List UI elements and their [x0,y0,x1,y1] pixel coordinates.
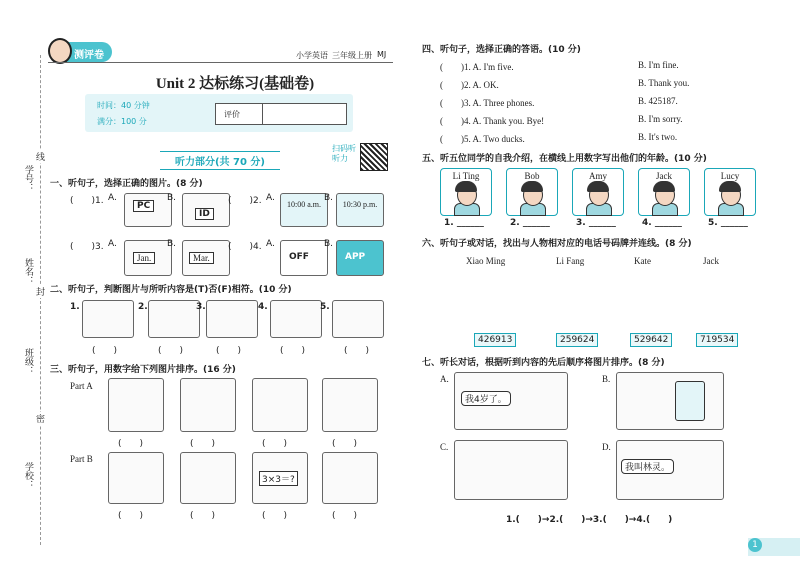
q1-pic-clock-am: 10:00 a.m. [280,193,328,227]
margin-school: 学校： [23,462,33,489]
q5-card-lucy: Lucy [704,168,756,216]
q3a-pic1 [108,378,164,432]
q5-card-amy: Amy [572,168,624,216]
q7-bubble-d: 我叫林灵。 [621,459,674,474]
q1-pic-id: ID [182,193,230,227]
q1-item2-b: B. [324,193,334,203]
q1-item2-a: A. [266,193,275,203]
q6-title: 六、听句子或对话，找出与人物相对应的电话号码牌并连线。(8 分) [422,239,692,249]
q5-card-liting: Li Ting [440,168,492,216]
q2-pic-bananas [206,300,258,338]
q3a-pic3 [252,378,308,432]
q3b-pic2 [180,452,236,504]
q1-item4-b: B. [324,239,334,249]
q5-card-bob: Bob [506,168,558,216]
q1-item1-num: 1. [95,196,104,206]
qr-code-icon[interactable] [360,143,388,171]
q7-letter-d: D. [602,442,611,452]
q1-item1-a: A. [108,193,117,203]
q2-pic-noodles [148,300,200,338]
page-title: Unit 2 达标练习(基础卷) [155,76,315,92]
q4-num5: 5. [464,134,471,144]
q1-item3-num: 3. [95,242,104,252]
q7-title: 七、听长对话，根据听到内容的先后顺序将图片排序。(8 分) [422,358,665,368]
q7-pic-c [454,440,568,500]
q6-phone1[interactable]: 426913 [474,333,516,347]
q4-title: 四、听句子，选择正确的答语。(10 分) [422,45,581,55]
eval-label: 评价 [224,110,240,119]
q4-num2: 2. [464,80,471,90]
q7-letter-c: C. [440,442,449,452]
q3b-pic1 [108,452,164,504]
page-number: 1 [748,538,762,552]
q1-pic-pc: PC [124,193,172,227]
q3b-pic3 [252,452,308,504]
subject: 小学英语 [296,51,328,60]
q5-title: 五、听五位同学的自我介绍，在横线上用数字写出他们的年龄。(10 分) [422,154,707,164]
q6-phone4[interactable]: 719534 [696,333,738,347]
q7-letter-b: B. [602,374,611,384]
q7-letter-a: A. [440,374,449,384]
q1-pic-jan: Jan. [124,240,172,276]
q3b-pic4 [322,452,378,504]
q1-pic-clock-pm: 10:30 p.m. [336,193,384,227]
listening-heading: 听力部分(共 70 分) [160,151,280,170]
q5-num3: 3. [576,218,586,228]
q1-pic-app: APP [336,240,384,276]
q2-num5: 5. [320,302,330,312]
mascot-icon [48,38,72,64]
eval-divider [262,104,263,124]
margin-name: 姓名： [23,258,33,285]
q2-num2: 2. [138,302,148,312]
q4-a4: A. Thank you. Bye! [472,116,545,126]
q3a-pic4 [322,378,378,432]
q6-name4: Jack [703,256,719,266]
margin-class: 班级： [23,348,33,375]
score-label: 满分：100 分 [97,117,147,126]
q5-num1: 1. [444,218,454,228]
q4-b5: B. It's two. [638,132,678,142]
q3-title: 三、听句子，用数字给下列图片排序。(16 分) [50,365,236,375]
q3b-math: 3×3＝? [259,471,298,486]
margin-student-id: 学号： [23,165,33,192]
badge-label: 测评卷 [74,50,104,61]
q1-pic-off: OFF [280,240,328,276]
q2-num1: 1. [70,302,80,312]
qr-label: 扫码听听力 [332,144,356,163]
q4-b4: B. I'm sorry. [638,114,683,124]
q2-pic-buildings [332,300,384,338]
q2-pic-scene [82,300,134,338]
margin-seal-char: 封 [36,285,45,298]
q4-num4: 4. [464,116,471,126]
q3a-pic2 [180,378,236,432]
time-label: 时间：40 分钟 [97,101,150,110]
q6-name3: Kate [634,256,651,266]
header-rule [48,62,393,63]
q2-num4: 4. [258,302,268,312]
margin-secret-char: 密 [36,412,45,425]
q1-title: 一、听句子，选择正确的图片。(8 分) [50,179,203,189]
q4-a3: A. Three phones. [472,98,535,108]
q1-item1-b: B. [167,193,177,203]
q6-name1: Xiao Ming [466,256,506,266]
eval-box [215,103,347,125]
q7-pic-b [616,372,724,430]
q4-a2: A. OK. [472,80,499,90]
q6-phone2[interactable]: 259624 [556,333,598,347]
margin-line-char: 线 [36,150,45,163]
q6-phone3[interactable]: 529642 [630,333,672,347]
q7-bubble-a: 我4岁了。 [461,391,511,406]
q4-b3: B. 425187. [638,96,678,106]
q6-name2: Li Fang [556,256,585,266]
q4-a5: A. Two ducks. [472,134,525,144]
q1-item4-num: 4. [253,242,262,252]
badge [50,42,112,62]
q3-part-b: Part B [70,454,93,464]
q1-item2-num: 2. [253,196,262,206]
q4-b2: B. Thank you. [638,78,690,88]
q5-card-jack: Jack [638,168,690,216]
q3-part-a: Part A [70,381,93,391]
q1-pic-mar: Mar. [182,240,230,276]
info-panel [85,94,353,132]
q1-item4-a: A. [266,239,275,249]
q5-num2: 2. [510,218,520,228]
q4-b1: B. I'm fine. [638,60,679,70]
q2-pic-fruit-basket [270,300,322,338]
q2-title: 二、听句子，判断图片与所听内容是(T)否(F)相符。(10 分) [50,285,292,295]
q1-item3-b: B. [167,239,177,249]
q1-item3-a: A. [108,239,117,249]
grade: 三年级上册 [332,51,372,60]
q4-num3: 3. [464,98,471,108]
q2-num3: 3. [196,302,206,312]
q7-pic-d [616,440,724,500]
edition: MJ [377,50,387,59]
q5-num4: 4. [642,218,652,228]
keypad-icon [675,381,705,421]
binding-line [40,55,41,545]
q7-pic-a [454,372,568,430]
q5-num5: 5. [708,218,718,228]
q4-a1: A. I'm five. [472,62,514,72]
q7-order-line: 1.( )→2.( )→3.( )→4.( ) [506,515,673,525]
q4-num1: 1. [464,62,471,72]
